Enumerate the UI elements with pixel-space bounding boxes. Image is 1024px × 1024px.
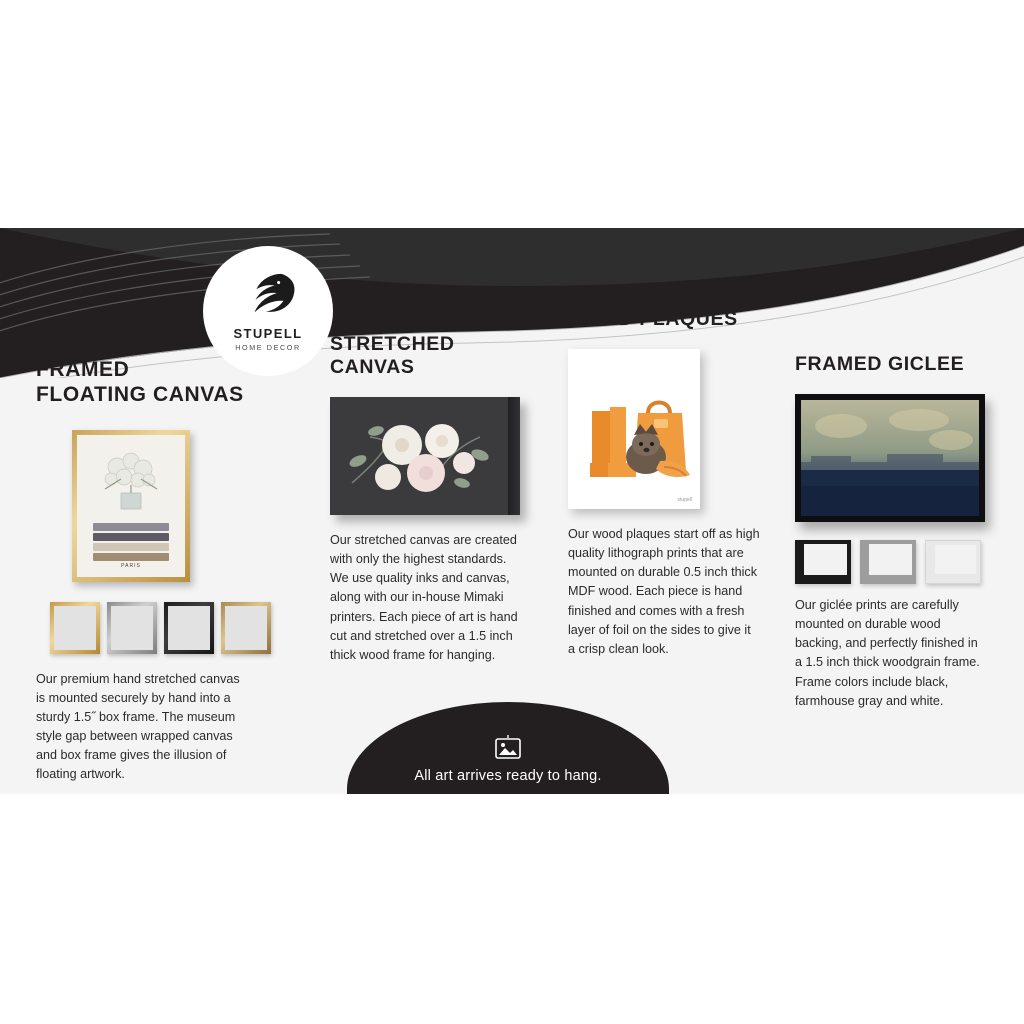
section-framed-giclee — [795, 353, 995, 711]
infographic-panel — [0, 228, 1024, 794]
brand-logo — [203, 246, 333, 376]
section-body-framed-giclee: Our giclée prints are carefully mounted on durable wood backing, and perfectly finished in a 1.5 inch thick woodgrain frame. Frame colors include black, farmhouse gray and white. — [795, 598, 980, 708]
farmhouse-gray-frame-sample[interactable] — [860, 540, 916, 584]
title-line-1: FRAMED — [36, 358, 130, 381]
title-line-1: FRAMED GICLEE — [795, 353, 965, 375]
black-frame-sample[interactable] — [795, 540, 851, 584]
section-title-framed-giclee — [795, 353, 995, 376]
section-title-wood-plaques — [568, 308, 768, 331]
section-stretched-canvas — [330, 333, 535, 665]
artwork-framed-floating-canvas — [72, 430, 190, 582]
stupell-swan-icon — [239, 270, 297, 324]
black-frame-swatch[interactable] — [164, 602, 214, 654]
section-body-stretched-canvas: Our stretched canvas are created with only the highest standards. We use quality inks and canvas, along with our in-house Mimaki printers. Each piece of art is hand cut and stretched over a 1.5 inch thick wood frame for hanging. — [330, 533, 518, 662]
artwork-stretched-canvas — [330, 397, 520, 515]
title-line-1: WOOD PLAQUES — [568, 308, 738, 330]
ready-to-hang-text: All art arrives ready to hang. — [414, 768, 602, 784]
section-body-wood-plaques: Our wood plaques start off as high quality lithograph prints that are mounted on durable 0.5 inch thick MDF wood. Each piece is hand finished and comes with a fresh layer of foil on the sides to give it a crisp clean look. — [568, 527, 760, 656]
gold-frame-swatch[interactable] — [50, 602, 100, 654]
stacked-books-image — [93, 521, 169, 569]
brand-name: STUPELL — [233, 326, 303, 341]
artwork-wood-plaque — [568, 349, 700, 509]
ready-to-hang-banner — [347, 702, 669, 794]
brass-frame-swatch[interactable] — [221, 602, 271, 654]
floral-canvas-image — [330, 397, 520, 515]
section-framed-floating-canvas — [36, 358, 286, 784]
floral-bouquet-image — [91, 449, 171, 519]
title-line-2: FLOATING CANVAS — [36, 382, 244, 406]
brand-tagline: HOME DECOR — [235, 343, 301, 352]
section-title-stretched-canvas — [330, 333, 535, 379]
gray-frame-swatch[interactable] — [107, 602, 157, 654]
section-body-framed-floating-canvas: Our premium hand stretched canvas is mounted securely by hand into a sturdy 1.5˝ box frame. The museum style gap between wrapped canvas and box frame gives the illusion of floating artwork. — [36, 671, 240, 782]
title-line-2: CANVAS — [330, 356, 415, 378]
artwork-framed-giclee — [795, 394, 985, 522]
artwork-signature: stupell — [677, 497, 692, 503]
giclee-frame-options — [795, 540, 995, 584]
abstract-landscape-image — [801, 400, 979, 516]
dog-and-handbag-image — [568, 349, 700, 509]
book-caption: PARIS — [121, 562, 141, 569]
section-wood-plaques — [568, 308, 768, 659]
white-frame-sample[interactable] — [925, 540, 981, 584]
framed-picture-icon — [491, 734, 525, 762]
frame-color-swatches — [50, 602, 286, 654]
title-line-1: STRETCHED — [330, 333, 455, 355]
